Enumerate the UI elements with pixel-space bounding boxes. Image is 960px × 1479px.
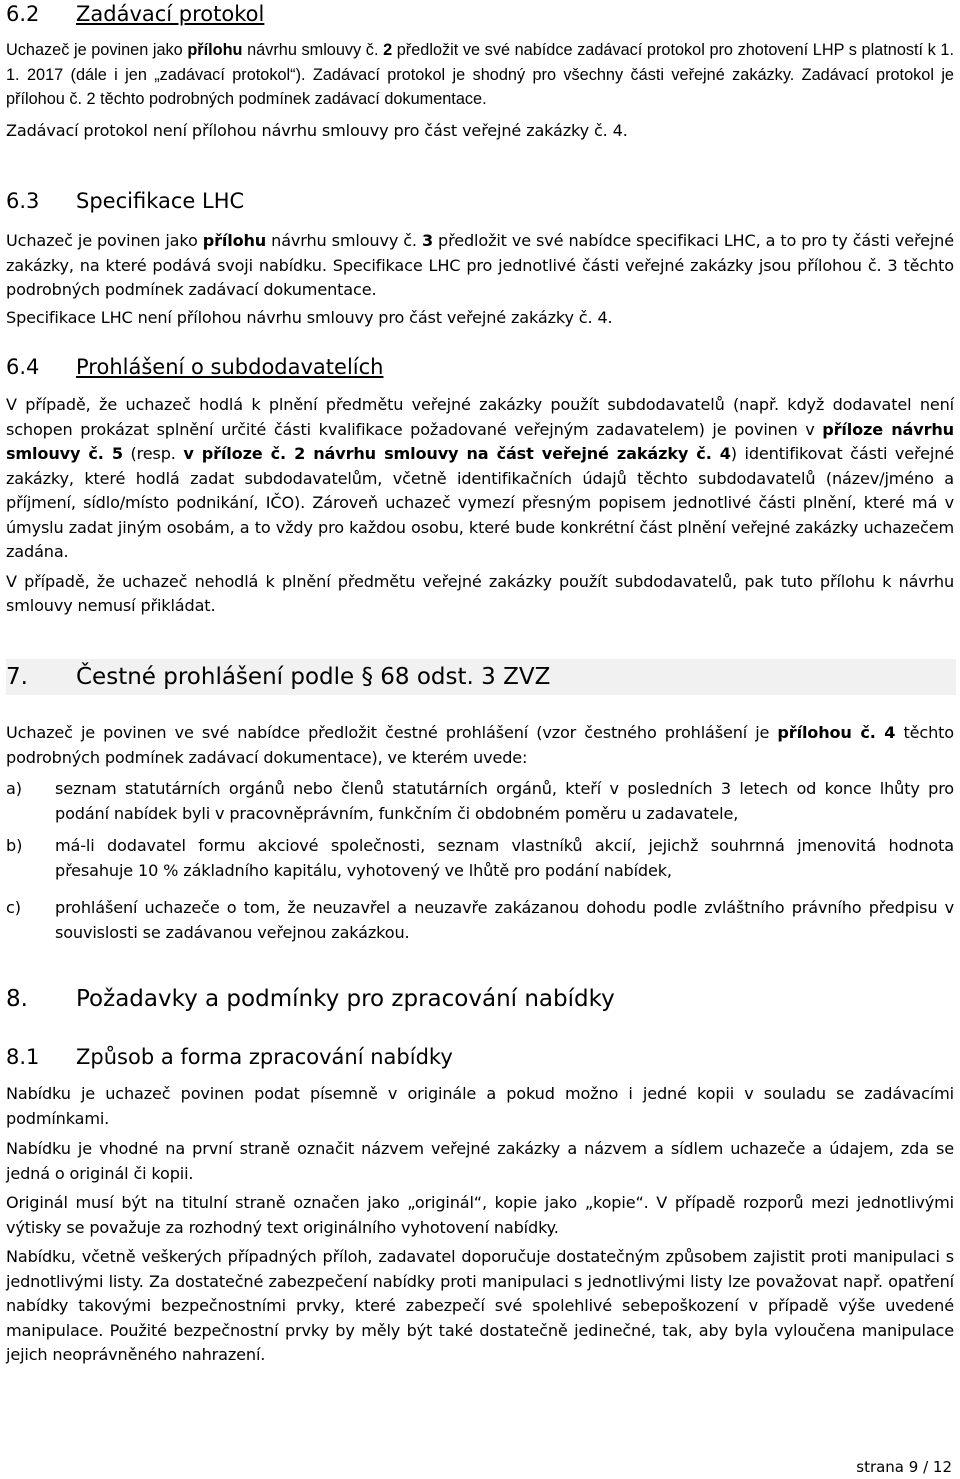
section-heading — [6, 0, 954, 29]
chapter-number: 7. — [6, 664, 28, 690]
paragraph: Specifikace LHC není přílohou návrhu smlouvy pro část veřejné zakázky č. 4. — [6, 307, 613, 327]
section-number: 8.1 — [6, 1045, 40, 1069]
paragraph: Uchazeč je povinen jako přílohu návrhu smlouvy č. 2 předložit ve své nabídce zadávací protokol pro zhotovení LHP s platností k 1. 1. 2017 (dále i jen „zadávací protokol“). Zadávací protokol je shodný pro všechny části veřejné zakázky. Zadávací protokol je přílohou č. 2 těchto podrobných podmínek zadávací dokumentace. — [6, 41, 954, 108]
paragraph: V případě, že uchazeč hodlá k plnění předmětu veřejné zakázky použít subdodavatelů (např. když dodavatel není schopen prokázat splnění určité části kvalifikace požadované veřejným zadavatelem) je povinen v příloze návrhu smlouvy č. 5 (resp. v příloze č. 2 návrhu smlouvy na část veřejné zakázky č. 4) identifikovat části veřejné zakázky, které hodlá zadat subdodavatelům, včetně identifikačních údajů těchto subdodavatelů (název/jméno a příjmení, sídlo/místo podnikání, IČO). Zároveň uchazeč vymezí přesným popisem jednotlivé části plnění, které má v úmyslu zadat jiným osobám, a to vždy pro každou osobu, které bude konkrétní část plnění veřejné zakázky uchazečem zadána. — [6, 395, 955, 561]
chapter-title: Požadavky a podmínky pro zpracování nabídky — [76, 986, 615, 1012]
section-title: Prohlášení o subdodavatelích — [76, 355, 384, 379]
list-item: a) seznam statutárních orgánů nebo členů statutárních orgánů, kteří v posledních 3 letech od konce lhůty pro podání nabídek byli v pracovněprávním, funkčním či obdobném poměru u zadavatele, — [6, 779, 954, 823]
chapter-7 — [6, 659, 956, 695]
section-heading — [6, 1042, 954, 1072]
list-item: c) prohlášení uchazeče o tom, že neuzavřel a neuzavře zakázanou dohodu podle zvláštního právního předpisu v souvislosti se zadávanou veřejnou zakázkou. — [6, 898, 954, 942]
paragraph: Nabídku, včetně veškerých případných příloh, zadavatel doporučuje dostatečným způsobem zajistit proti manipulaci s jednotlivými listy. Za dostatečné zabezpečení nabídky proti manipulaci s jednotlivými listy lze považovat např. opatření nabídky takovými bezpečnostními prvky, které zabezpečí své spolehlivé sebepoškození v případě výše uvedené manipulace. Použité bezpečnostní prvky by měly být také dostatečně jedinečné, tak, aby byla vyloučena manipulace jejich neoprávněného nahrazení. — [6, 1247, 954, 1364]
chapter-8 — [6, 981, 954, 1017]
list — [6, 777, 954, 945]
section-title: Způsob a forma zpracování nabídky — [76, 1045, 453, 1069]
section-8-1 — [6, 1042, 954, 1072]
section-title: Specifikace LHC — [76, 189, 245, 213]
section-heading — [6, 186, 954, 216]
section-heading — [6, 352, 954, 382]
section-title: Zadávací protokol — [76, 2, 265, 26]
paragraph: V případě, že uchazeč nehodlá k plnění předmětu veřejné zakázky použít subdodavatelů, pak tuto přílohu k návrhu smlouvy nemusí přikládat. — [6, 571, 954, 615]
section-6-4 — [6, 352, 954, 382]
section-number: 6.2 — [6, 2, 40, 26]
chapter-heading — [6, 659, 956, 695]
section-number: 6.4 — [6, 355, 40, 379]
chapter-title: Čestné prohlášení podle § 68 odst. 3 ZVZ — [76, 664, 551, 690]
paragraph: Originál musí být na titulní straně označen jako „originál“, kopie jako „kopie“. V případě rozporů mezi jednotlivými výtisky se považuje za rozhodný text originálního vyhotovení nabídky. — [6, 1193, 954, 1237]
chapter-heading — [6, 981, 954, 1017]
paragraph: Uchazeč je povinen ve své nabídce předložit čestné prohlášení (vzor čestného prohlášení je přílohou č. 4 těchto podrobných podmínek zadávací dokumentace), ve kterém uvede: — [6, 723, 954, 767]
paragraph: Zadávací protokol není přílohou návrhu smlouvy pro část veřejné zakázky č. 4. — [6, 120, 628, 140]
paragraph: Uchazeč je povinen jako přílohu návrhu smlouvy č. 3 předložit ve své nabídce specifikaci LHC, a to pro ty části veřejné zakázky, na které podává svoji nabídku. Specifikace LHC pro jednotlivé části veřejné zakázky jsou přílohou č. 3 těchto podrobných podmínek zadávací dokumentace. — [6, 231, 954, 299]
chapter-number: 8. — [6, 986, 28, 1012]
section-6-2 — [6, 0, 954, 29]
list-item: b) má-li dodavatel formu akciové společnosti, seznam vlastníků akcií, jejichž souhrnná jmenovitá hodnota přesahuje 10 % základního kapitálu, vyhotovený ve lhůtě pro podání nabídek, — [6, 836, 954, 880]
section-number: 6.3 — [6, 189, 40, 213]
paragraph: Nabídku je vhodné na první straně označit názvem veřejné zakázky a názvem a sídlem uchazeče a údajem, zda se jedná o originál či kopii. — [6, 1139, 954, 1183]
section-6-3 — [6, 186, 954, 216]
paragraph: Nabídku je uchazeč povinen podat písemně v originále a pokud možno i jedné kopii v souladu se zadávacími podmínkami. — [6, 1084, 954, 1128]
page-number: strana 9 / 12 — [856, 1458, 952, 1476]
